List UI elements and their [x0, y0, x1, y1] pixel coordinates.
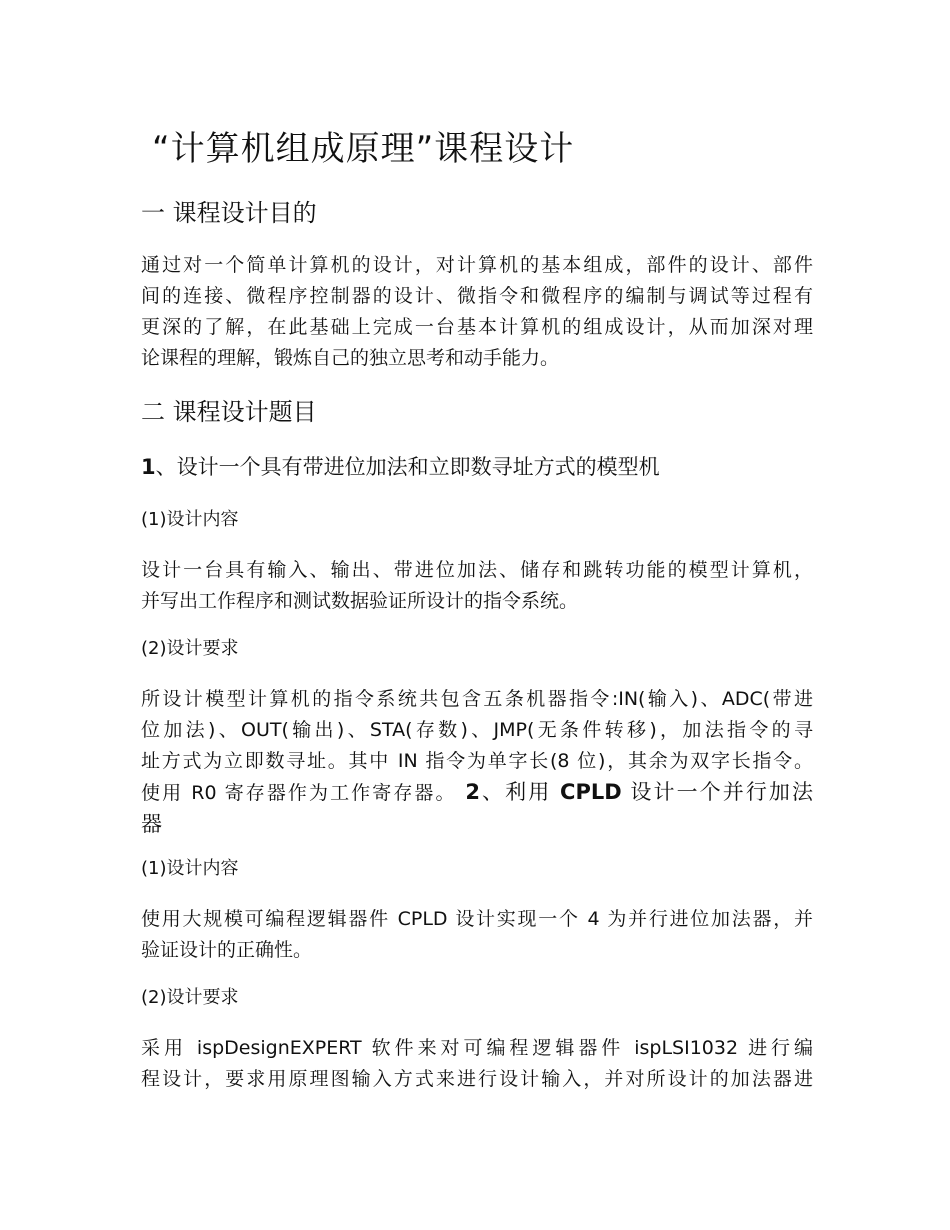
topic2-heading — [457, 780, 813, 804]
topic1-number: 1 — [141, 455, 156, 479]
paragraph-line — [141, 777, 813, 809]
document-title: “计算机组成原理”课程设计 — [152, 129, 575, 169]
paragraph-line: 所设计模型计算机的指令系统共包含五条机器指令:IN(输入)、ADC(带进 — [141, 688, 813, 710]
topic1-content-label: (1)设计内容 — [141, 509, 239, 530]
section-heading-purpose: 一 课程设计目的 — [141, 199, 317, 227]
topic1-content-paragraph — [141, 555, 813, 617]
paragraph-line: 址方式为立即数寻址。其中 IN 指令为单字长(8 位)，其余为双字长指令。 — [141, 750, 813, 772]
topic2-heading-pre: 、利用 — [479, 780, 561, 804]
paragraph-line: 更深的了解，在此基础上完成一台基本计算机的组成设计，从而加深对理 — [141, 316, 813, 338]
paragraph-line: 论课程的理解，锻炼自己的独立思考和动手能力。 — [141, 347, 560, 369]
topic2-content-label: (1)设计内容 — [141, 858, 239, 879]
topic1-req-paragraph — [141, 684, 813, 841]
topic2-heading-wrap: 器 — [141, 812, 162, 836]
purpose-paragraph — [141, 250, 813, 374]
topic1-req-label: (2)设计要求 — [141, 638, 239, 659]
topic1-heading — [141, 452, 660, 482]
topic1-req-last-text: 使用 R0 寄存器作为工作寄存器。 — [141, 782, 457, 804]
topic1-heading-text: 、设计一个具有带进位加法和立即数寻址方式的模型机 — [155, 455, 660, 479]
topic2-req-paragraph — [141, 1033, 813, 1095]
topic2-content-paragraph — [141, 904, 813, 966]
paragraph-line: 程设计，要求用原理图输入方式来进行设计输入，并对所设计的加法器进 — [141, 1068, 813, 1090]
topic2-req-label: (2)设计要求 — [141, 987, 239, 1008]
paragraph-line: 通过对一个简单计算机的设计，对计算机的基本组成，部件的设计、部件 — [141, 254, 813, 276]
paragraph-line: 位加法)、OUT(输出)、STA(存数)、JMP(无条件转移)，加法指令的寻 — [141, 719, 813, 741]
paragraph-line: 并写出工作程序和测试数据验证所设计的指令系统。 — [141, 590, 579, 612]
paragraph-line: 设计一台具有输入、输出、带进位加法、储存和跳转功能的模型计算机， — [141, 559, 813, 581]
section-heading-topics: 二 课程设计题目 — [141, 398, 317, 426]
topic2-number: 2 — [465, 780, 480, 804]
paragraph-line: 使用大规模可编程逻辑器件 CPLD 设计实现一个 4 为并行进位加法器，并 — [141, 908, 813, 930]
paragraph-line: 间的连接、微程序控制器的设计、微指令和微程序的编制与调试等过程有 — [141, 285, 813, 307]
paragraph-line: 验证设计的正确性。 — [141, 939, 313, 961]
topic2-heading-post: 设计一个并行加法 — [621, 780, 813, 804]
paragraph-line: 采用 ispDesignEXPERT 软件来对可编程逻辑器件 ispLSI1032 进行编 — [141, 1037, 813, 1059]
paragraph-line — [141, 809, 813, 841]
topic2-heading-bold: CPLD — [560, 780, 622, 804]
